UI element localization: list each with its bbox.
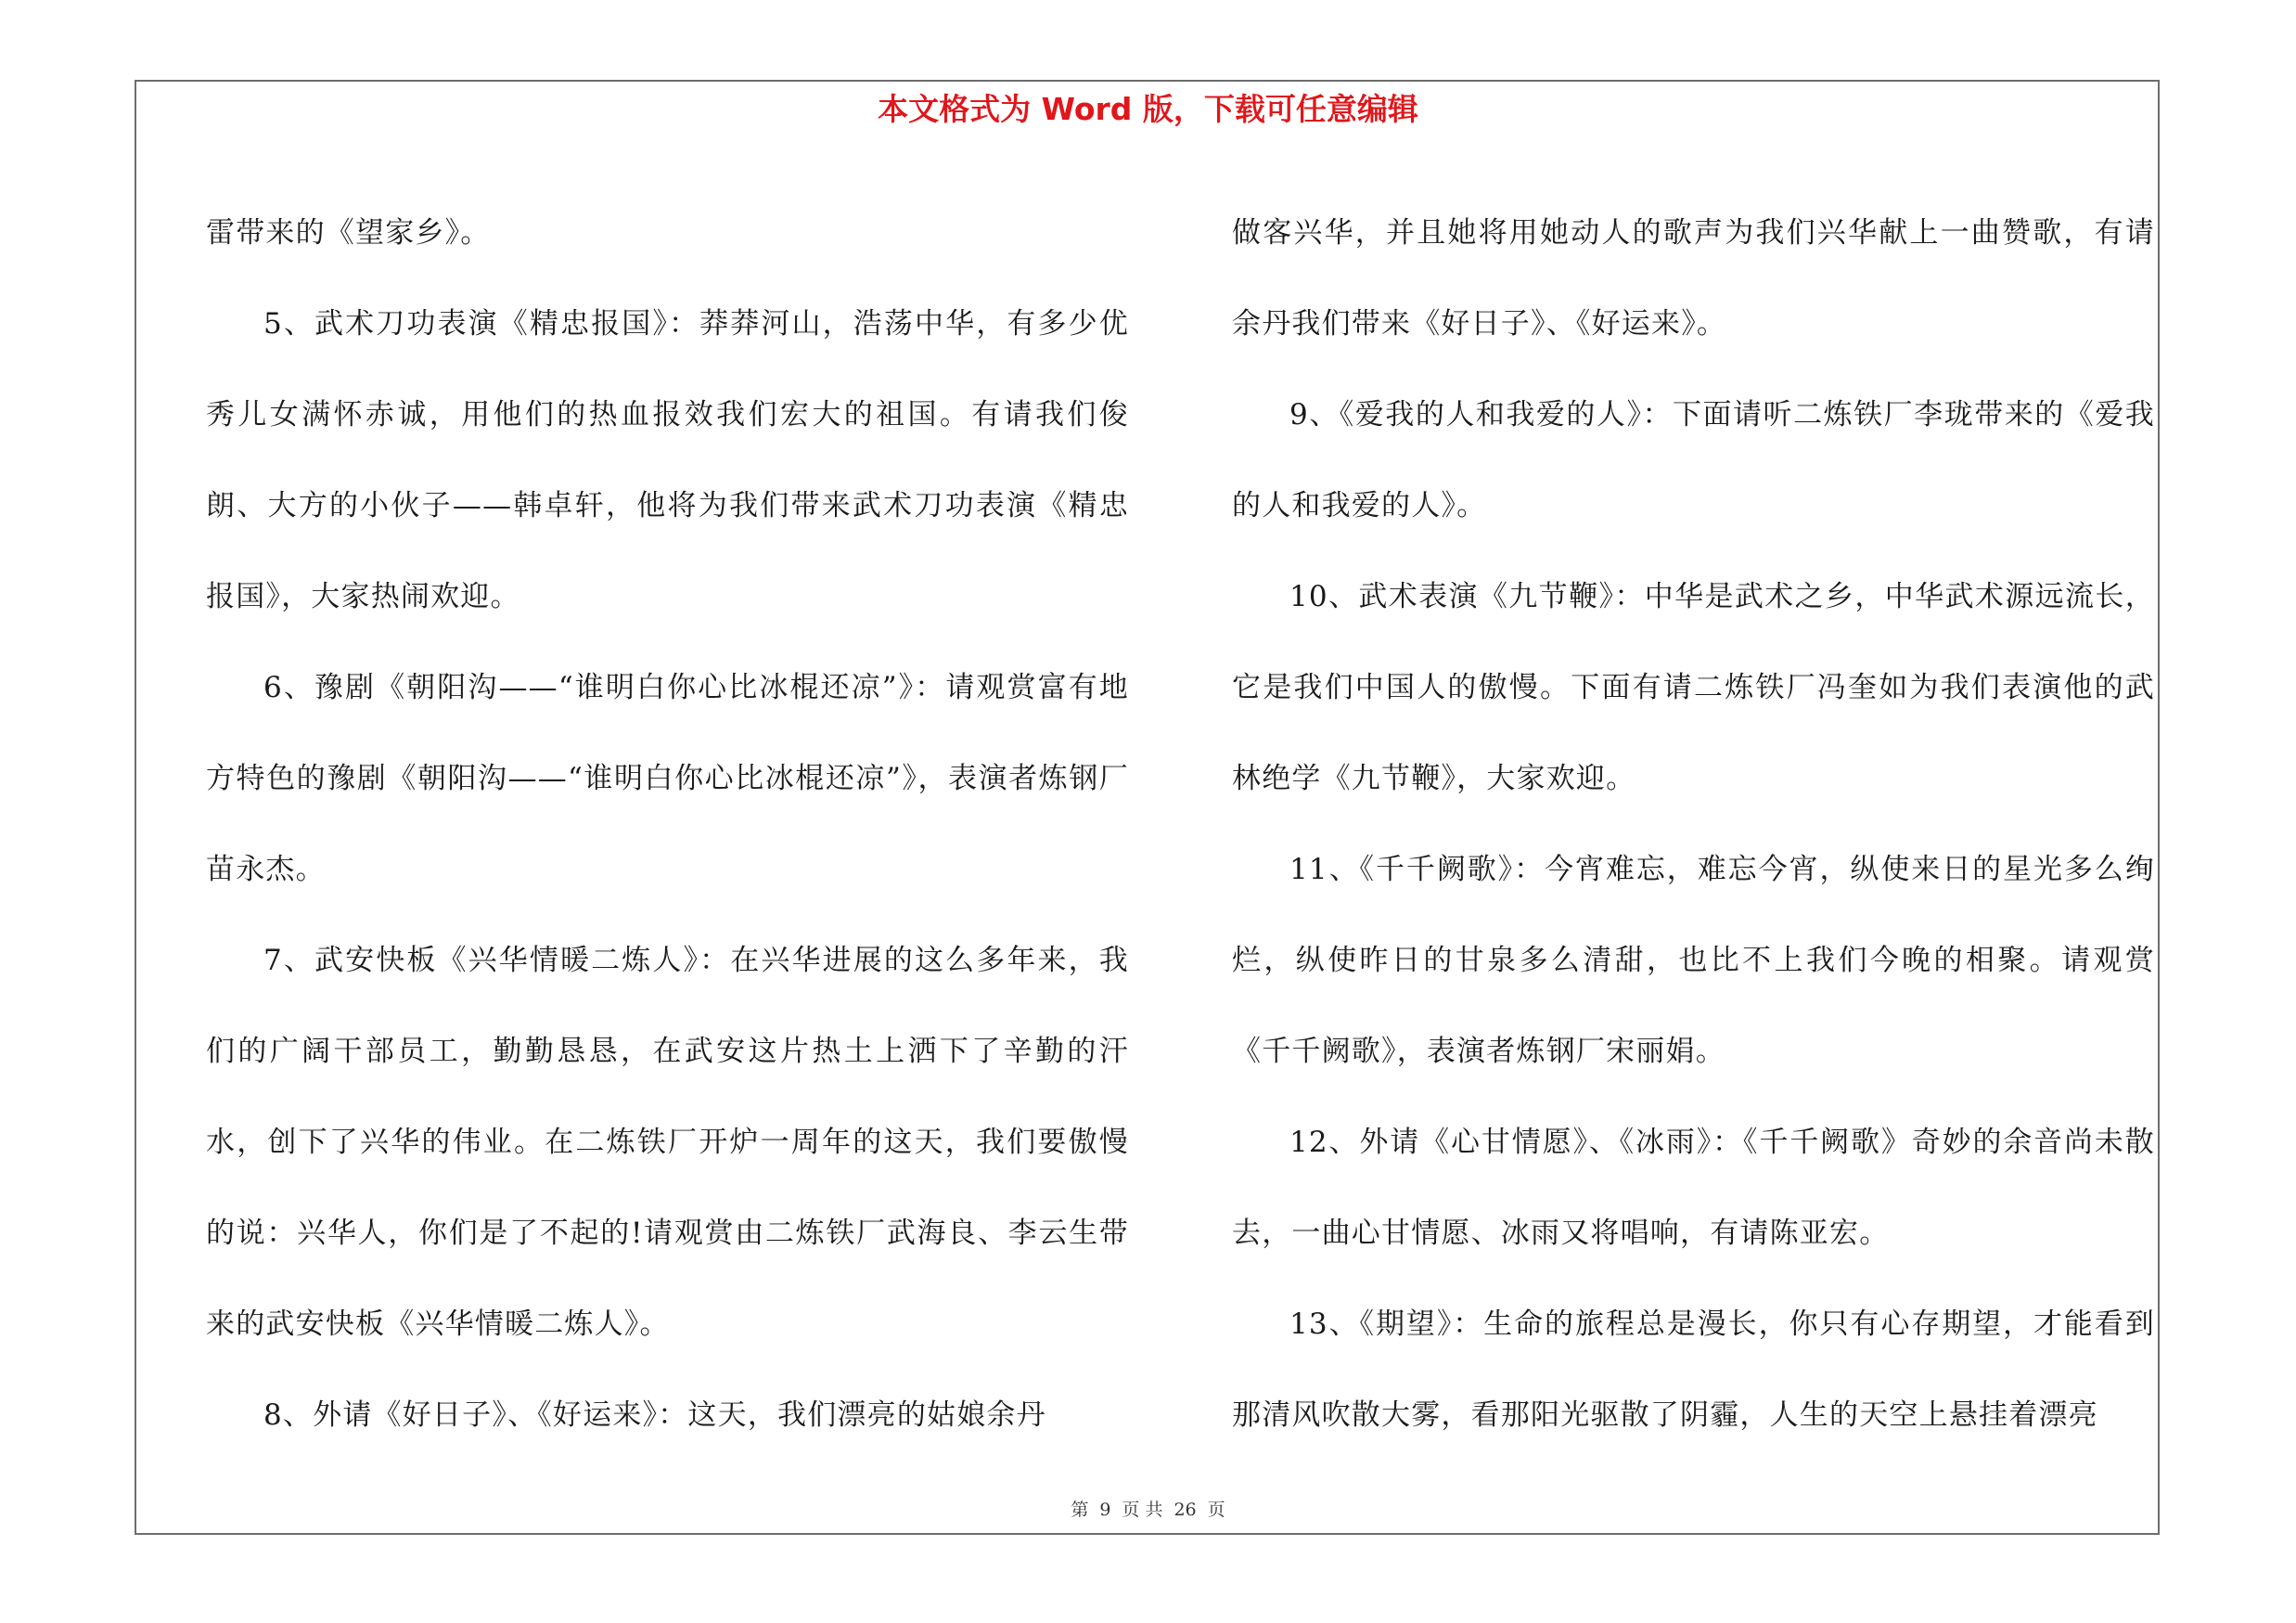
paragraph: 10、武术表演《九节鞭》：中华是武术之乡，中华武术源远流长，它是我们中国人的傲慢。下面有请二炼铁厂冯奎如为我们表演他的武林绝学《九节鞭》，大家欢迎。	[1232, 580, 2155, 795]
total-page-number: 26	[1174, 1500, 1197, 1520]
page-label-mid: 页 共	[1122, 1500, 1163, 1520]
paragraph: 5、武术刀功表演《精忠报国》：莽莽河山，浩荡中华，有多少优秀儿女满怀赤诚，用他们的热血报效我们宏大的祖国。有请我们俊朗、大方的小伙子——韩卓轩，他将为我们带来武术刀功表演《精忠报国》，大家热闹欢迎。	[206, 307, 1129, 613]
paragraph: 7、武安快板《兴华情暖二炼人》：在兴华进展的这么多年来，我们的广阔干部员工，勤勤恳恳，在武安这片热土上洒下了辛勤的汗水，创下了兴华的伟业。在二炼铁厂开炉一周年的这天，我们要傲慢的说：兴华人，你们是了不起的!请观赏由二炼铁厂武海良、李云生带来的武安快板《兴华情暖二炼人》。	[206, 944, 1129, 1341]
paragraph: 雷带来的《望家乡》。	[206, 216, 491, 250]
paragraph: 13、《期望》：生命的旅程总是漫长，你只有心存期望，才能看到那清风吹散大雾，看那阳光驱散了阴霾，人生的天空上悬挂着漂亮	[1232, 1307, 2155, 1432]
paragraph: 做客兴华，并且她将用她动人的歌声为我们兴华献上一曲赞歌，有请余丹我们带来《好日子》、《好运来》。	[1232, 216, 2155, 341]
current-page-number: 9	[1099, 1500, 1111, 1520]
page-label-suffix: 页	[1207, 1500, 1225, 1520]
right-text-column	[1232, 187, 2155, 1461]
word-format-banner: 本文格式为 Word 版，下载可任意编辑	[878, 91, 1418, 127]
paragraph: 12、外请《心甘情愿》、《冰雨》：《千千阙歌》奇妙的余音尚未散去，一曲心甘情愿、冰雨又将唱响，有请陈亚宏。	[1232, 1126, 2155, 1250]
page-number-footer	[0, 1496, 2296, 1521]
page-label-prefix: 第	[1071, 1500, 1089, 1520]
left-text-column	[206, 187, 1129, 1461]
paragraph: 6、豫剧《朝阳沟——“谁明白你心比冰棍还凉”》：请观赏富有地方特色的豫剧《朝阳沟——“谁明白你心比冰棍还凉”》，表演者炼钢厂苗永杰。	[206, 671, 1129, 886]
paragraph: 11、《千千阙歌》：今宵难忘，难忘今宵，纵使来日的星光多么绚烂，纵使昨日的甘泉多么清甜，也比不上我们今晚的相聚。请观赏《千千阙歌》，表演者炼钢厂宋丽娟。	[1232, 853, 2155, 1068]
paragraph: 9、《爱我的人和我爱的人》：下面请听二炼铁厂李珑带来的《爱我的人和我爱的人》。	[1232, 398, 2155, 522]
paragraph: 8、外请《好日子》、《好运来》：这天，我们漂亮的姑娘余丹	[263, 1398, 1046, 1432]
